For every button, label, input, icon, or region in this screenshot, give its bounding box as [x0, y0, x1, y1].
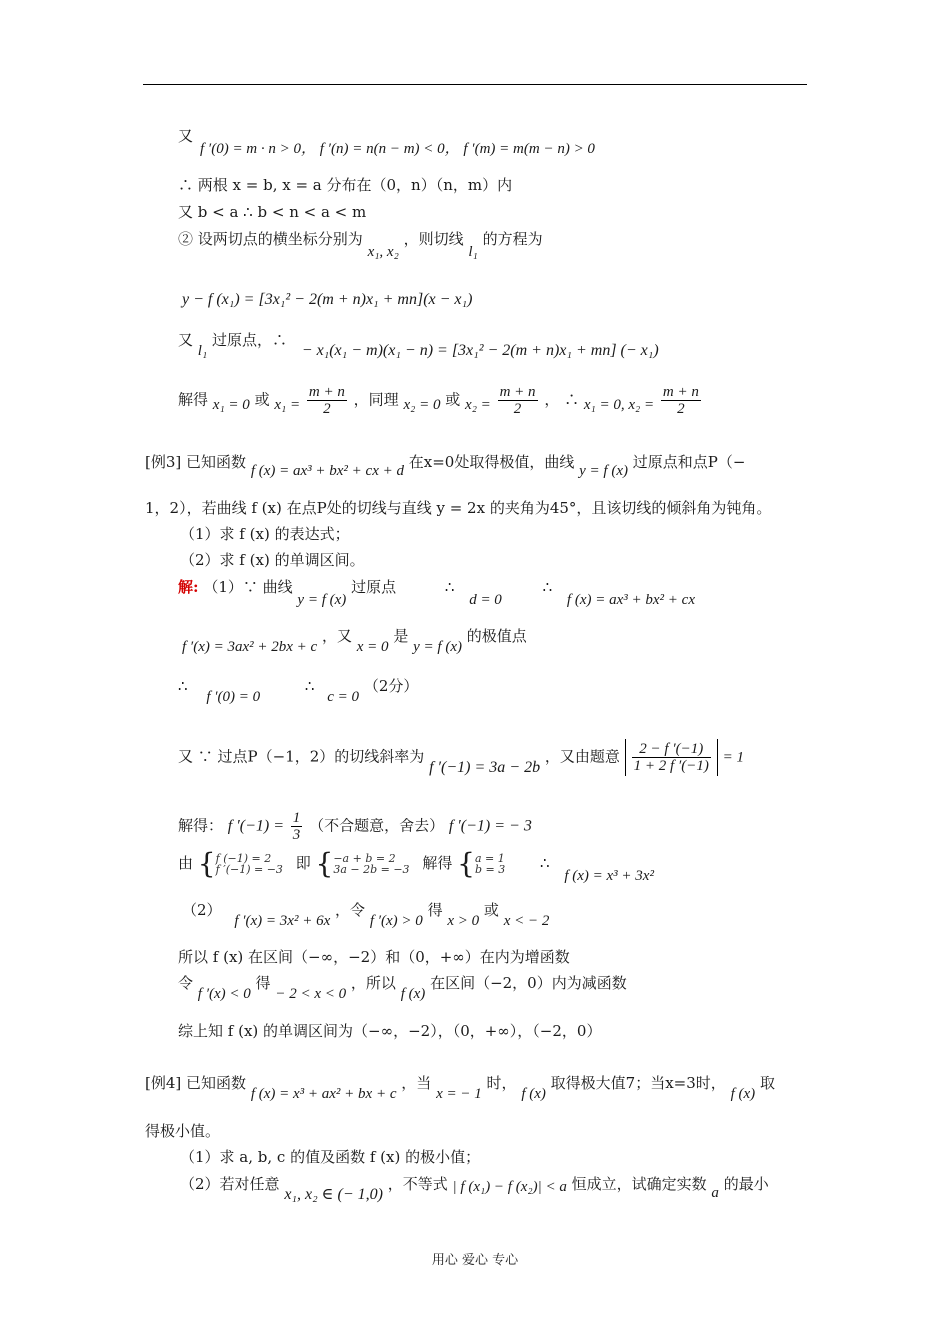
text: 所以 f (x) 在区间（−∞，−2）和（0，+∞）在内为增函数: [178, 948, 570, 966]
text: 由: [178, 854, 194, 872]
text: ∴: [540, 854, 550, 872]
example-3-question-1: [180, 524, 350, 544]
example-4-line-2: [145, 1121, 220, 1141]
text: ，则切线: [403, 230, 464, 248]
solution-line-9: [178, 973, 627, 1002]
text: （2）: [182, 901, 222, 919]
equation-system: [216, 853, 283, 875]
text: 解得: [178, 390, 209, 409]
example-4-question-2: [180, 1174, 769, 1203]
denominator: 1 + 2 f ′(−1): [633, 758, 709, 774]
math-expression: a: [711, 1185, 719, 1201]
text: 取得极大值7；当x=3时，: [550, 1074, 726, 1092]
text: ，所以: [350, 974, 396, 992]
math-expression: l₁: [468, 244, 478, 260]
text: ∴ 两根 x = b, x = a 分布在（0，n）（n，m）内: [178, 176, 513, 194]
math-expression: l₁: [197, 343, 208, 359]
text: 或: [445, 390, 461, 409]
solution-line-2: [182, 626, 527, 655]
line-6: [178, 330, 659, 359]
math-expression: f ′(0) = 0: [206, 689, 261, 705]
math-expression: f ′(x) = 3ax² + 2bx + c: [182, 639, 318, 655]
math-expression: f (x) = ax³ + bx² + cx: [566, 592, 695, 608]
text: 恒成立，试确定实数: [571, 1175, 707, 1193]
text: （1）求 f (x) 的表达式；: [180, 525, 350, 543]
math-expression: y = f (x): [579, 463, 628, 479]
math-expression: f (x) = x³ + ax² + bx + c: [250, 1086, 397, 1102]
solution-line-8: [178, 947, 570, 967]
equation: f (−1) = 2: [215, 852, 272, 865]
solution-label: 解:: [178, 578, 199, 596]
text: ② 设两切点的横坐标分别为: [178, 230, 363, 248]
math-expression: f (x): [521, 1086, 546, 1102]
numerator: m + n: [499, 384, 536, 400]
math-expression: x < − 2: [503, 913, 550, 929]
example-3-question-2: [180, 550, 365, 570]
text: ∴: [304, 677, 315, 695]
math-expression: x₁, x₂ ∈ (− 1,0): [284, 1186, 383, 1203]
math-expression: f ′(x) > 0: [369, 913, 423, 929]
text: 解得：: [178, 816, 224, 835]
math-expression: f ′(x) = 3x² + 6x: [234, 913, 331, 929]
text: （2分）: [363, 677, 419, 695]
line-2: [178, 175, 512, 195]
text: 的方程为: [482, 230, 543, 248]
denominator: 3: [292, 827, 301, 843]
example-4-line-1: [145, 1073, 775, 1102]
text: ， ∴: [544, 390, 580, 409]
text: 得: [255, 974, 271, 992]
text: 令: [178, 974, 194, 992]
fraction: [307, 384, 347, 417]
math-expression: x > 0: [447, 913, 480, 929]
text: 时，: [486, 1074, 517, 1092]
math-expression: − x₁(x₁ − m)(x₁ − n) = [3x₁² − 2(m + n)x₁ + mn] (− x₁): [301, 342, 659, 359]
brace-icon: {: [197, 847, 216, 880]
text: 得: [427, 901, 443, 919]
line-5: [182, 290, 472, 310]
text: [例4] 已知函数: [145, 1074, 247, 1092]
text: 在x=0处取得极值，曲线: [408, 453, 575, 471]
math-expression: x₁, x₂: [367, 244, 399, 260]
text: 即: [295, 854, 311, 872]
solution-line-1: [178, 577, 695, 608]
text: ，同理: [353, 390, 399, 409]
text: ，当: [401, 1074, 432, 1092]
page-footer: 用心 爱心 专心: [431, 1253, 519, 1268]
solution-line-3: [178, 676, 419, 705]
numerator: m + n: [308, 384, 345, 400]
text: 又: [178, 127, 194, 145]
text: ，又由题意: [544, 747, 620, 766]
text: 的极值点: [466, 627, 527, 645]
text: 1，2），若曲线 f (x) 在点P处的切线与直线 y = 2x 的夹角为45°，且该切线的倾斜角为钝角。: [145, 499, 772, 517]
text: 得极小值。: [145, 1122, 221, 1140]
solution-line-6: [178, 847, 654, 886]
numerator: 1: [292, 810, 301, 826]
numerator: 2 − f ′(−1): [632, 741, 711, 758]
math-expression: c = 0: [327, 689, 360, 705]
text: ∴: [542, 578, 553, 596]
example-3-line-2: [145, 498, 771, 518]
equation: −a + b = 2: [333, 852, 396, 865]
text: 的最小: [723, 1175, 769, 1193]
solution-line-7: [182, 900, 550, 929]
denominator: 2: [677, 401, 685, 417]
fraction: [661, 384, 701, 417]
text: ，不等式: [387, 1175, 448, 1193]
math-expression: x₂ =: [465, 396, 491, 413]
text: 或: [483, 901, 499, 919]
equation: f ′(−1) = −3: [215, 863, 283, 876]
text: [例3] 已知函数: [145, 453, 247, 471]
solution-line-4: [178, 739, 744, 776]
math-expression: f (x): [400, 986, 426, 1002]
math-expression: f ′(−1) =: [227, 817, 284, 835]
line-1-math: [200, 139, 595, 159]
text: ∴: [444, 578, 455, 596]
absolute-value-fraction: [625, 739, 718, 776]
math-expression: d = 0: [469, 592, 502, 608]
text: 过原点和点P（−: [632, 453, 746, 471]
solution-line-10: [178, 1021, 601, 1041]
text: 过原点，∴: [211, 331, 287, 349]
text: （不合题意，舍去）: [309, 816, 445, 835]
math-expression: x₂ = 0: [403, 396, 441, 413]
equation: 3a − 2b = −3: [333, 863, 410, 876]
math-expression: y = f (x): [297, 592, 347, 608]
line-4: [178, 229, 543, 260]
text: 或: [254, 390, 270, 409]
text: 是: [393, 627, 409, 645]
header-rule: [143, 84, 807, 85]
text: 解得: [422, 854, 453, 872]
text: 综上知 f (x) 的单调区间为（−∞，−2），（0，+∞），（−2，0）: [178, 1022, 602, 1040]
brace-icon: {: [315, 847, 334, 880]
math-expression: y = f (x): [413, 639, 462, 655]
text: 又: [178, 331, 194, 349]
fraction: [291, 810, 303, 843]
math-expression: f ′(−1) = − 3: [448, 817, 532, 835]
numerator: m + n: [662, 384, 699, 400]
example-4-question-1: [180, 1147, 480, 1167]
brace-icon: {: [457, 847, 475, 880]
math-expression: f ′(−1) = 3a − 2b: [429, 758, 541, 776]
math-expression: x = 0: [356, 639, 389, 655]
math-expression: f ′(0) = m · n > 0， f ′(n) = n(n − m) < 0， f ′(m) = m(m − n) > 0: [200, 141, 595, 157]
math-expression: x₁ = 0: [212, 396, 250, 413]
text: （2）若对任意: [180, 1175, 280, 1193]
math-expression: x = − 1: [436, 1086, 482, 1102]
text: ，令: [335, 901, 366, 919]
math-expression: y − f (x₁) = [3x₁² − 2(m + n)x₁ + mn](x − x₁): [182, 291, 473, 308]
text: （2）求 f (x) 的单调区间。: [180, 551, 365, 569]
denominator: 2: [513, 401, 522, 417]
text: 又 b < a ∴ b < n < a < m: [178, 203, 367, 221]
text: ∴: [178, 677, 188, 695]
math-expression: x₁ = 0, x₂ =: [583, 396, 655, 413]
text: 取: [759, 1074, 775, 1092]
denominator: 2: [323, 401, 331, 417]
text: 过原点: [351, 578, 397, 596]
text: （1）∵ 曲线: [203, 578, 293, 596]
equation: a = 1: [474, 852, 505, 865]
example-3-line-1: [145, 452, 746, 479]
equation: b = 3: [474, 863, 506, 876]
line-1: [178, 126, 193, 146]
math-expression: f (x) = x³ + 3x²: [564, 868, 654, 884]
line-7: [178, 384, 703, 417]
math-expression: f ′(x) < 0: [197, 986, 251, 1002]
math-expression: = 1: [722, 749, 744, 766]
text: ，又: [321, 627, 352, 645]
equation-system: [475, 853, 505, 875]
equation-system: [333, 853, 409, 875]
math-expression: f (x): [730, 1086, 756, 1102]
line-3: [178, 202, 366, 222]
text: 在区间（−2，0）内为减函数: [430, 974, 627, 992]
math-expression: | f (x₁) − f (x₂)| < a: [452, 1179, 567, 1195]
text: （1）求 a, b, c 的值及函数 f (x) 的极小值；: [180, 1148, 481, 1166]
math-expression: f (x) = ax³ + bx² + cx + d: [250, 463, 404, 479]
math-expression: − 2 < x < 0: [275, 986, 347, 1002]
solution-line-5: [178, 810, 532, 843]
math-expression: x₁ =: [274, 396, 301, 413]
text: 又 ∵ 过点P（−1，2）的切线斜率为: [178, 747, 425, 766]
fraction: [498, 384, 538, 417]
fraction: [632, 741, 711, 774]
